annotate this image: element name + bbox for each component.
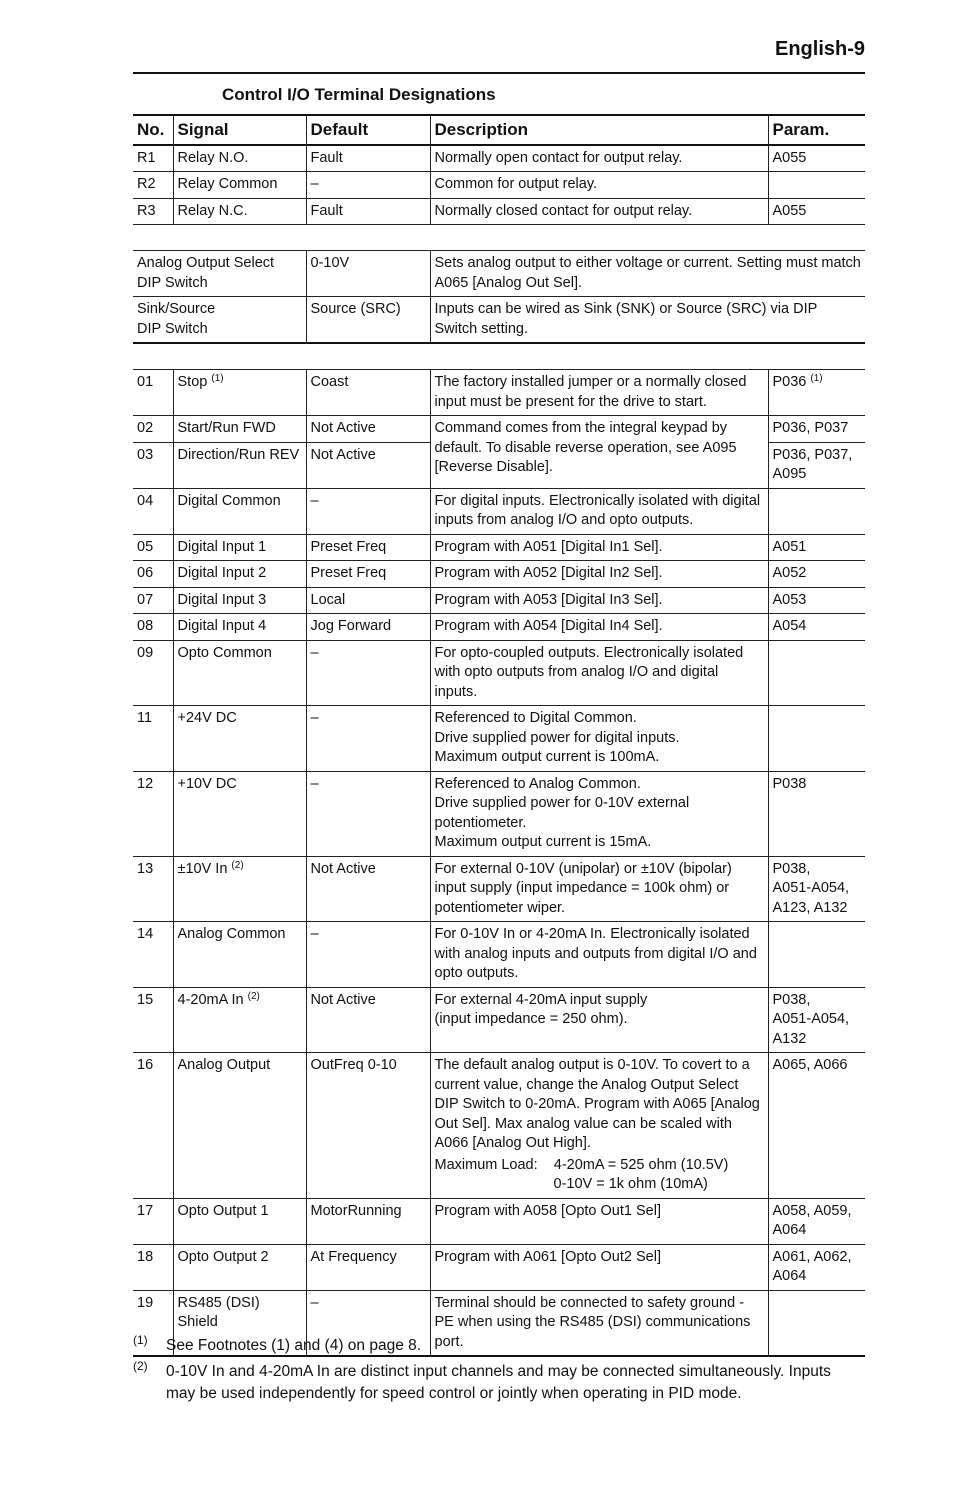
column-header-default: Default: [306, 115, 430, 145]
footnotes: [133, 1335, 853, 1409]
cell-default: Jog Forward: [306, 614, 430, 641]
header-rule: [133, 72, 865, 74]
cell-signal: Analog Common: [173, 922, 306, 988]
param-line: A123, A132: [772, 899, 848, 916]
cell-signal: Relay N.C.: [173, 198, 306, 225]
max-load-value: 0-10V = 1k ohm (10mA): [553, 1176, 708, 1192]
cell-description: [430, 1053, 768, 1199]
param-line: P036, P037,: [772, 446, 853, 463]
cell-signal: Opto Output 2: [173, 1244, 306, 1290]
cell-signal: Direction/Run REV: [173, 442, 306, 488]
cell-signal: [173, 987, 306, 1053]
footnote-mark: (1): [133, 1333, 148, 1347]
column-header-param: Param.: [768, 115, 865, 145]
cell-description: Normally closed contact for output relay.: [430, 198, 768, 225]
table-row: [133, 534, 865, 561]
cell-signal: Digital Input 2: [173, 561, 306, 588]
param-line: P038,: [772, 860, 811, 877]
cell-default: MotorRunning: [306, 1198, 430, 1244]
cell-description: Normally open contact for output relay.: [430, 145, 768, 172]
param-line: P038,: [772, 991, 811, 1008]
param-line: A132: [772, 1030, 807, 1047]
cell-no: 17: [133, 1198, 173, 1244]
cell-param: A065, A066: [768, 1053, 865, 1199]
signal-text: 4-20mA In: [177, 991, 244, 1008]
signal-line: Sink/Source: [137, 301, 216, 317]
signal-line: DIP Switch: [137, 320, 208, 337]
page-header: English-9: [774, 38, 865, 60]
cell-param: [768, 442, 865, 488]
param-line: A051-A054,: [772, 1011, 850, 1027]
cell-description: Terminal should be connected to safety ground - PE when using the RS485 (DSI) communications port.: [430, 1290, 768, 1356]
cell-param: A054: [768, 614, 865, 641]
signal-text: Stop: [177, 374, 208, 390]
table-row: [133, 561, 865, 588]
cell-default: Local: [306, 587, 430, 614]
table-row: [133, 145, 865, 172]
table-row: [133, 251, 865, 297]
cell-signal: Analog Output: [173, 1053, 306, 1199]
footnote-ref: (2): [247, 990, 260, 1002]
description-line: Maximum output current is 100mA.: [434, 749, 660, 765]
cell-param: A053: [768, 587, 865, 614]
table-row: [133, 640, 865, 706]
cell-description: The factory installed jumper or a normally closed input must be present for the drive to start.: [430, 370, 768, 416]
cell-description: Program with A058 [Opto Out1 Sel]: [430, 1198, 768, 1244]
cell-param: [768, 172, 865, 199]
cell-no: 16: [133, 1053, 173, 1199]
cell-description: Program with A052 [Digital In2 Sel].: [430, 561, 768, 588]
cell-signal: RS485 (DSI) Shield: [173, 1290, 306, 1356]
cell-description: Program with A054 [Digital In4 Sel].: [430, 614, 768, 641]
cell-description: For external 0-10V (unipolar) or ±10V (bipolar) input supply (input impedance = 100k ohm) or potentiometer wiper.: [430, 856, 768, 922]
cell-signal: Opto Common: [173, 640, 306, 706]
column-header-signal: Signal: [173, 115, 306, 145]
cell-signal: +10V DC: [173, 771, 306, 856]
param-line: A064: [772, 1222, 807, 1238]
description-line: Referenced to Analog Common.: [434, 775, 641, 792]
max-load-label: Maximum Load:: [434, 1156, 538, 1173]
cell-no: 18: [133, 1244, 173, 1290]
footnote-ref: (1): [211, 373, 224, 384]
table-row: [133, 370, 865, 416]
cell-no: 03: [133, 442, 173, 488]
cell-param: [768, 706, 865, 772]
cell-param: [768, 370, 865, 416]
cell-default: –: [306, 488, 430, 534]
cell-no: 11: [133, 706, 173, 772]
table-row: [133, 987, 865, 1053]
description-line: Maximum output current is 15mA.: [434, 834, 652, 850]
cell-signal: +24V DC: [173, 706, 306, 772]
cell-no: R2: [133, 172, 173, 199]
cell-param: A051: [768, 534, 865, 561]
cell-default: –: [306, 172, 430, 199]
cell-signal: [133, 251, 306, 297]
cell-description: [430, 706, 768, 772]
cell-default: Not Active: [306, 856, 430, 922]
section-title: Control I/O Terminal Designations: [222, 85, 496, 104]
cell-param: [768, 488, 865, 534]
signal-line: DIP Switch: [137, 274, 208, 291]
cell-default: –: [306, 771, 430, 856]
cell-signal: Digital Input 1: [173, 534, 306, 561]
cell-default: Not Active: [306, 442, 430, 488]
description-line: For external 4-20mA input supply: [434, 991, 648, 1008]
cell-description: Sets analog output to either voltage or current. Setting must match A065 [Analog Out Sel].: [430, 251, 865, 297]
cell-param: [768, 1198, 865, 1244]
cell-signal: [173, 856, 306, 922]
cell-no: 02: [133, 416, 173, 443]
cell-no: R3: [133, 198, 173, 225]
cell-signal: Relay N.O.: [173, 145, 306, 172]
cell-signal: Digital Input 4: [173, 614, 306, 641]
cell-default: –: [306, 922, 430, 988]
cell-description: For opto-coupled outputs. Electronically isolated with opto outputs from analog I/O and digital inputs.: [430, 640, 768, 706]
cell-no: 19: [133, 1290, 173, 1356]
param-line: A064: [772, 1268, 807, 1284]
cell-param: [768, 856, 865, 922]
table-row: [133, 416, 865, 443]
footnote-text: 0-10V In and 4-20mA In are distinct input channels and may be connected simultaneously. Inputs may be used independently for speed control or jointly when operating in PID mode.: [166, 1363, 831, 1402]
cell-default: Fault: [306, 198, 430, 225]
column-header-no: No.: [133, 115, 173, 145]
description-line: Drive supplied power for digital inputs.: [434, 729, 680, 746]
cell-default: –: [306, 1290, 430, 1356]
cell-param: A055: [768, 145, 865, 172]
cell-default: Not Active: [306, 987, 430, 1053]
signal-text: ±10V In: [177, 860, 228, 877]
cell-param: P038: [768, 771, 865, 856]
table-row: [133, 614, 865, 641]
footnote: [133, 1361, 853, 1405]
param-text: P036: [772, 374, 807, 390]
cell-signal: Opto Output 1: [173, 1198, 306, 1244]
description-line: Drive supplied power for 0-10V external potentiometer.: [434, 795, 690, 831]
cell-signal: Digital Common: [173, 488, 306, 534]
cell-default: –: [306, 706, 430, 772]
table-row: [133, 587, 865, 614]
cell-default: –: [306, 640, 430, 706]
description-line: Referenced to Digital Common.: [434, 710, 637, 726]
column-header-description: Description: [430, 115, 768, 145]
cell-default: OutFreq 0-10: [306, 1053, 430, 1199]
cell-description: Program with A053 [Digital In3 Sel].: [430, 587, 768, 614]
cell-signal: Digital Input 3: [173, 587, 306, 614]
cell-no: 01: [133, 370, 173, 416]
cell-no: 15: [133, 987, 173, 1053]
cell-default: Coast: [306, 370, 430, 416]
cell-description: Inputs can be wired as Sink (SNK) or Source (SRC) via DIP Switch setting.: [430, 297, 865, 344]
cell-param: [768, 1244, 865, 1290]
max-load-line: [435, 1156, 764, 1176]
table-row: [133, 922, 865, 988]
cell-param: P036, P037: [768, 416, 865, 443]
cell-signal: [173, 370, 306, 416]
cell-description: Program with A051 [Digital In1 Sel].: [430, 534, 768, 561]
cell-default: 0-10V: [306, 251, 430, 297]
cell-description: Program with A061 [Opto Out2 Sel]: [430, 1244, 768, 1290]
cell-no: 05: [133, 534, 173, 561]
cell-param: [768, 922, 865, 988]
table-row: [133, 706, 865, 772]
cell-param: A052: [768, 561, 865, 588]
cell-default: Fault: [306, 145, 430, 172]
table-row: [133, 1244, 865, 1290]
cell-signal: Start/Run FWD: [173, 416, 306, 443]
cell-signal: Relay Common: [173, 172, 306, 199]
table-row: [133, 198, 865, 225]
max-load-value: 4-20mA = 525 ohm (10.5V): [553, 1156, 729, 1173]
cell-no: 09: [133, 640, 173, 706]
cell-default: Source (SRC): [306, 297, 430, 344]
table-row: [133, 1053, 865, 1199]
cell-description: For 0-10V In or 4-20mA In. Electronically isolated with analog inputs and outputs from digital I/O and opto outputs.: [430, 922, 768, 988]
cell-signal: [133, 297, 306, 344]
io-terminal-table: [133, 369, 865, 1357]
cell-param: [768, 640, 865, 706]
footnote: [133, 1335, 853, 1357]
dip-switch-table: [133, 250, 865, 344]
footnote-ref: (2): [231, 859, 244, 871]
cell-description: For digital inputs. Electronically isolated with digital inputs from analog I/O and opto outputs.: [430, 488, 768, 534]
signal-line: Analog Output Select: [137, 255, 275, 271]
table-row: [133, 771, 865, 856]
cell-default: Not Active: [306, 416, 430, 443]
cell-param: A055: [768, 198, 865, 225]
cell-description: Command comes from the integral keypad by default. To disable reverse operation, see A095 [Reverse Disable].: [430, 416, 768, 489]
cell-no: 12: [133, 771, 173, 856]
description-line: (input impedance = 250 ohm).: [434, 1011, 628, 1027]
cell-description: [430, 987, 768, 1053]
footnote-text: See Footnotes (1) and (4) on page 8.: [166, 1337, 422, 1354]
cell-param: [768, 987, 865, 1053]
cell-no: 14: [133, 922, 173, 988]
cell-no: 06: [133, 561, 173, 588]
param-line: A058, A059,: [772, 1202, 852, 1219]
param-line: A061, A062,: [772, 1248, 852, 1265]
cell-no: 13: [133, 856, 173, 922]
cell-default: At Frequency: [306, 1244, 430, 1290]
cell-no: 08: [133, 614, 173, 641]
footnote-mark: (2): [133, 1359, 148, 1373]
table-row: [133, 1198, 865, 1244]
table-row: [133, 172, 865, 199]
table-row: [133, 488, 865, 534]
cell-default: Preset Freq: [306, 561, 430, 588]
cell-default: Preset Freq: [306, 534, 430, 561]
table-row: [133, 297, 865, 344]
table-row: [133, 856, 865, 922]
cell-description: [430, 771, 768, 856]
cell-description: Common for output relay.: [430, 172, 768, 199]
param-line: A095: [772, 466, 807, 482]
cell-no: 07: [133, 587, 173, 614]
param-line: A051-A054,: [772, 880, 850, 896]
relay-terminal-table: [133, 114, 865, 225]
description-text: The default analog output is 0-10V. To covert to a current value, change the Analog Output Select DIP Switch to 0-20mA. Program with A065 [Analog Out Sel]. Max analog value can be scaled with A066 [Analog Out High].: [434, 1057, 760, 1151]
cell-no: 04: [133, 488, 173, 534]
footnote-ref: (1): [810, 373, 823, 384]
cell-no: R1: [133, 145, 173, 172]
